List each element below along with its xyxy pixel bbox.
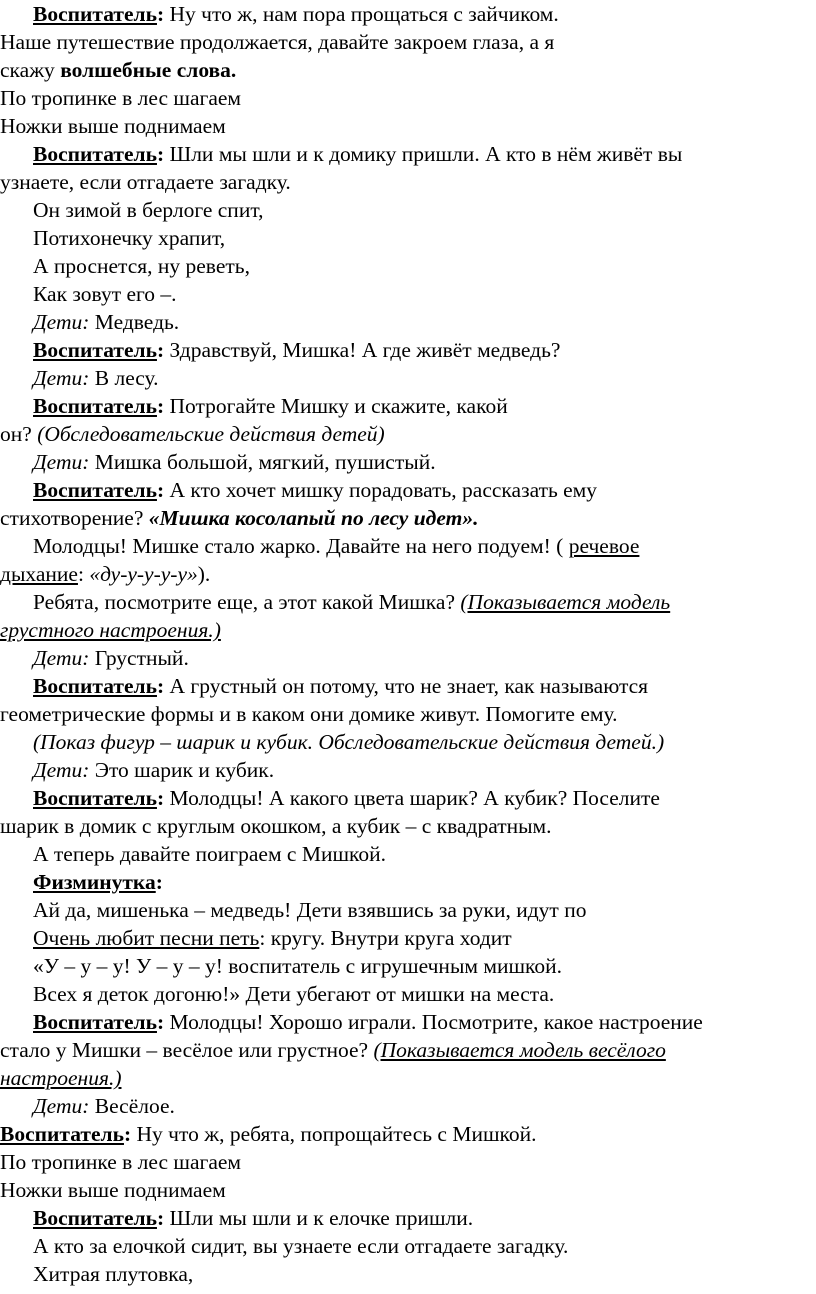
text-run: По тропинке в лес шагаем — [0, 1150, 242, 1174]
text-run: ). — [197, 562, 211, 586]
bold-italic-text: «Мишка косолапый по лесу идет». — [148, 506, 479, 530]
text-run: Как зовут его –. — [33, 282, 177, 306]
italic-text: (Показ фигур – шарик и кубик. Обследовательские действия детей.) — [33, 730, 665, 754]
text-line — [0, 700, 617, 728]
italic-text: (Обследовательские действия детей) — [37, 422, 385, 446]
speaker-label: Воспитатель — [33, 1010, 157, 1034]
bold-text: : — [156, 786, 165, 810]
text-line — [33, 392, 508, 420]
text-line — [33, 140, 682, 168]
text-line — [33, 952, 562, 980]
text-line — [0, 504, 478, 532]
italic-text: Дети: — [33, 758, 90, 782]
text-run: скажу — [0, 58, 61, 82]
text-run: Ну что ж, нам пора прощаться с зайчиком. — [164, 2, 559, 26]
text-run: Всех я деток догоню!» Дети убегают от мишки на места. — [33, 982, 555, 1006]
bold-text: : — [156, 338, 165, 362]
text-run: геометрические формы и в каком они домике живут. Помогите ему. — [0, 702, 618, 726]
text-line — [33, 364, 159, 392]
stage-direction: грустного настроения.) — [0, 618, 221, 642]
text-line — [33, 1008, 703, 1036]
text-run: А кто за елочкой сидит, вы узнаете если отгадаете загадку. — [33, 1234, 569, 1258]
text-line — [33, 756, 274, 784]
text-line — [33, 1092, 175, 1120]
text-line — [33, 840, 386, 868]
text-line — [33, 476, 597, 504]
text-run: Мишка большой, мягкий, пушистый. — [89, 450, 436, 474]
text-line — [33, 784, 660, 812]
text-line — [33, 728, 664, 756]
text-line — [0, 56, 236, 84]
text-run: Потихонечку храпит, — [33, 226, 226, 250]
text-line — [0, 1176, 226, 1204]
italic-text: Дети: — [33, 1094, 90, 1118]
text-line — [33, 280, 177, 308]
speaker-label: Воспитатель — [33, 1206, 157, 1230]
text-line — [0, 112, 226, 140]
stage-direction: настроения.) — [0, 1066, 122, 1090]
text-line — [0, 616, 221, 644]
bold-text: : — [156, 2, 165, 26]
text-run: Грустный. — [89, 646, 189, 670]
text-run: : — [77, 562, 90, 586]
text-line — [33, 644, 189, 672]
text-run: Здравствуй, Мишка! А где живёт медведь? — [164, 338, 561, 362]
text-run: Шли мы шли и к домику пришли. А кто в нём живёт вы — [164, 142, 683, 166]
speaker-label: Воспитатель — [33, 142, 157, 166]
text-run: шарик в домик с круглым окошком, а кубик – с квадратным. — [0, 814, 552, 838]
bold-text: волшебные слова. — [60, 58, 237, 82]
speaker-label: Воспитатель — [33, 674, 157, 698]
text-run: «У – у – у! У – у – у! воспитатель с игрушечным мишкой. — [33, 954, 563, 978]
text-line — [0, 84, 241, 112]
text-line — [0, 812, 552, 840]
bold-text: : — [123, 1122, 132, 1146]
text-line — [0, 168, 291, 196]
bold-text: : — [156, 394, 165, 418]
stage-direction: (Показывается модель — [460, 590, 671, 614]
text-line — [0, 1148, 241, 1176]
text-line — [0, 1036, 666, 1064]
text-run: Ребята, посмотрите еще, а этот какой Мишка? — [33, 590, 461, 614]
speaker-label: Воспитатель — [0, 1122, 124, 1146]
underlined-text: речевое — [568, 534, 640, 558]
text-run: узнаете, если отгадаете загадку. — [0, 170, 291, 194]
bold-text: : — [156, 674, 165, 698]
text-line — [33, 924, 512, 952]
text-line — [33, 252, 250, 280]
text-run: А проснется, ну реветь, — [33, 254, 250, 278]
speaker-label: Воспитатель — [33, 2, 157, 26]
text-run: Молодцы! А какого цвета шарик? А кубик? Поселите — [164, 786, 660, 810]
underlined-text: дыхание — [0, 562, 78, 586]
text-line — [0, 1064, 121, 1092]
italic-text: Дети: — [33, 366, 90, 390]
text-line — [0, 1120, 537, 1148]
bold-text: : — [156, 1010, 165, 1034]
text-line — [33, 224, 225, 252]
text-line — [33, 196, 263, 224]
text-run: стихотворение? — [0, 506, 149, 530]
bold-text: : — [156, 1206, 165, 1230]
underlined-text: Очень любит песни петь — [33, 926, 260, 950]
text-line — [33, 308, 179, 336]
text-run: Шли мы шли и к елочке пришли. — [164, 1206, 474, 1230]
bold-text: : — [155, 870, 163, 894]
text-run: Молодцы! Хорошо играли. Посмотрите, какое настроение — [164, 1010, 703, 1034]
text-run: По тропинке в лес шагаем — [0, 86, 242, 110]
italic-text: Дети: — [33, 450, 90, 474]
italic-text: Дети: — [33, 646, 90, 670]
bold-text: : — [156, 142, 165, 166]
text-run: Наше путешествие продолжается, давайте закроем глаза, а я — [0, 30, 555, 54]
text-line — [33, 0, 559, 28]
text-run: Хитрая плутовка, — [33, 1262, 194, 1286]
text-run: Молодцы! Мишке стало жарко. Давайте на него подуем! ( — [33, 534, 569, 558]
text-run: Он зимой в берлоге спит, — [33, 198, 264, 222]
text-run: Потрогайте Мишку и скажите, какой — [164, 394, 508, 418]
text-line — [33, 448, 436, 476]
text-line — [33, 1232, 568, 1260]
text-line — [33, 532, 639, 560]
text-run: стало у Мишки – весёлое или грустное? — [0, 1038, 374, 1062]
text-line — [33, 868, 163, 896]
text-line — [33, 672, 648, 700]
text-run: А грустный он потому, что не знает, как называются — [164, 674, 649, 698]
italic-text: «ду-у-у-у-у» — [89, 562, 198, 586]
text-line — [33, 980, 554, 1008]
text-run: А теперь давайте поиграем с Мишкой. — [33, 842, 387, 866]
text-run: Ножки выше поднимаем — [0, 1178, 226, 1202]
text-line — [0, 560, 210, 588]
text-line — [0, 28, 554, 56]
text-line — [33, 896, 586, 924]
text-run: Медведь. — [89, 310, 180, 334]
text-line — [33, 1204, 473, 1232]
text-line — [33, 1260, 193, 1288]
stage-direction: (Показывается модель весёлого — [373, 1038, 666, 1062]
speaker-label: Воспитатель — [33, 786, 157, 810]
text-line — [0, 420, 385, 448]
speaker-label: Воспитатель — [33, 338, 157, 362]
text-run: он? — [0, 422, 38, 446]
text-run: Ай да, мишенька – медведь! Дети взявшись за руки, идут по — [33, 898, 587, 922]
speaker-label: Воспитатель — [33, 394, 157, 418]
text-run: Ну что ж, ребята, попрощайтесь с Мишкой. — [131, 1122, 537, 1146]
text-run: Ножки выше поднимаем — [0, 114, 226, 138]
text-run: Весёлое. — [89, 1094, 175, 1118]
italic-text: Дети: — [33, 310, 90, 334]
text-run: В лесу. — [89, 366, 159, 390]
text-line — [33, 336, 560, 364]
speaker-label: Физминутка — [33, 870, 156, 894]
text-run: : кругу. Внутри круга ходит — [259, 926, 512, 950]
text-run: Это шарик и кубик. — [89, 758, 275, 782]
speaker-label: Воспитатель — [33, 478, 157, 502]
text-line — [33, 588, 670, 616]
bold-text: : — [156, 478, 165, 502]
text-run: А кто хочет мишку порадовать, рассказать ему — [164, 478, 598, 502]
